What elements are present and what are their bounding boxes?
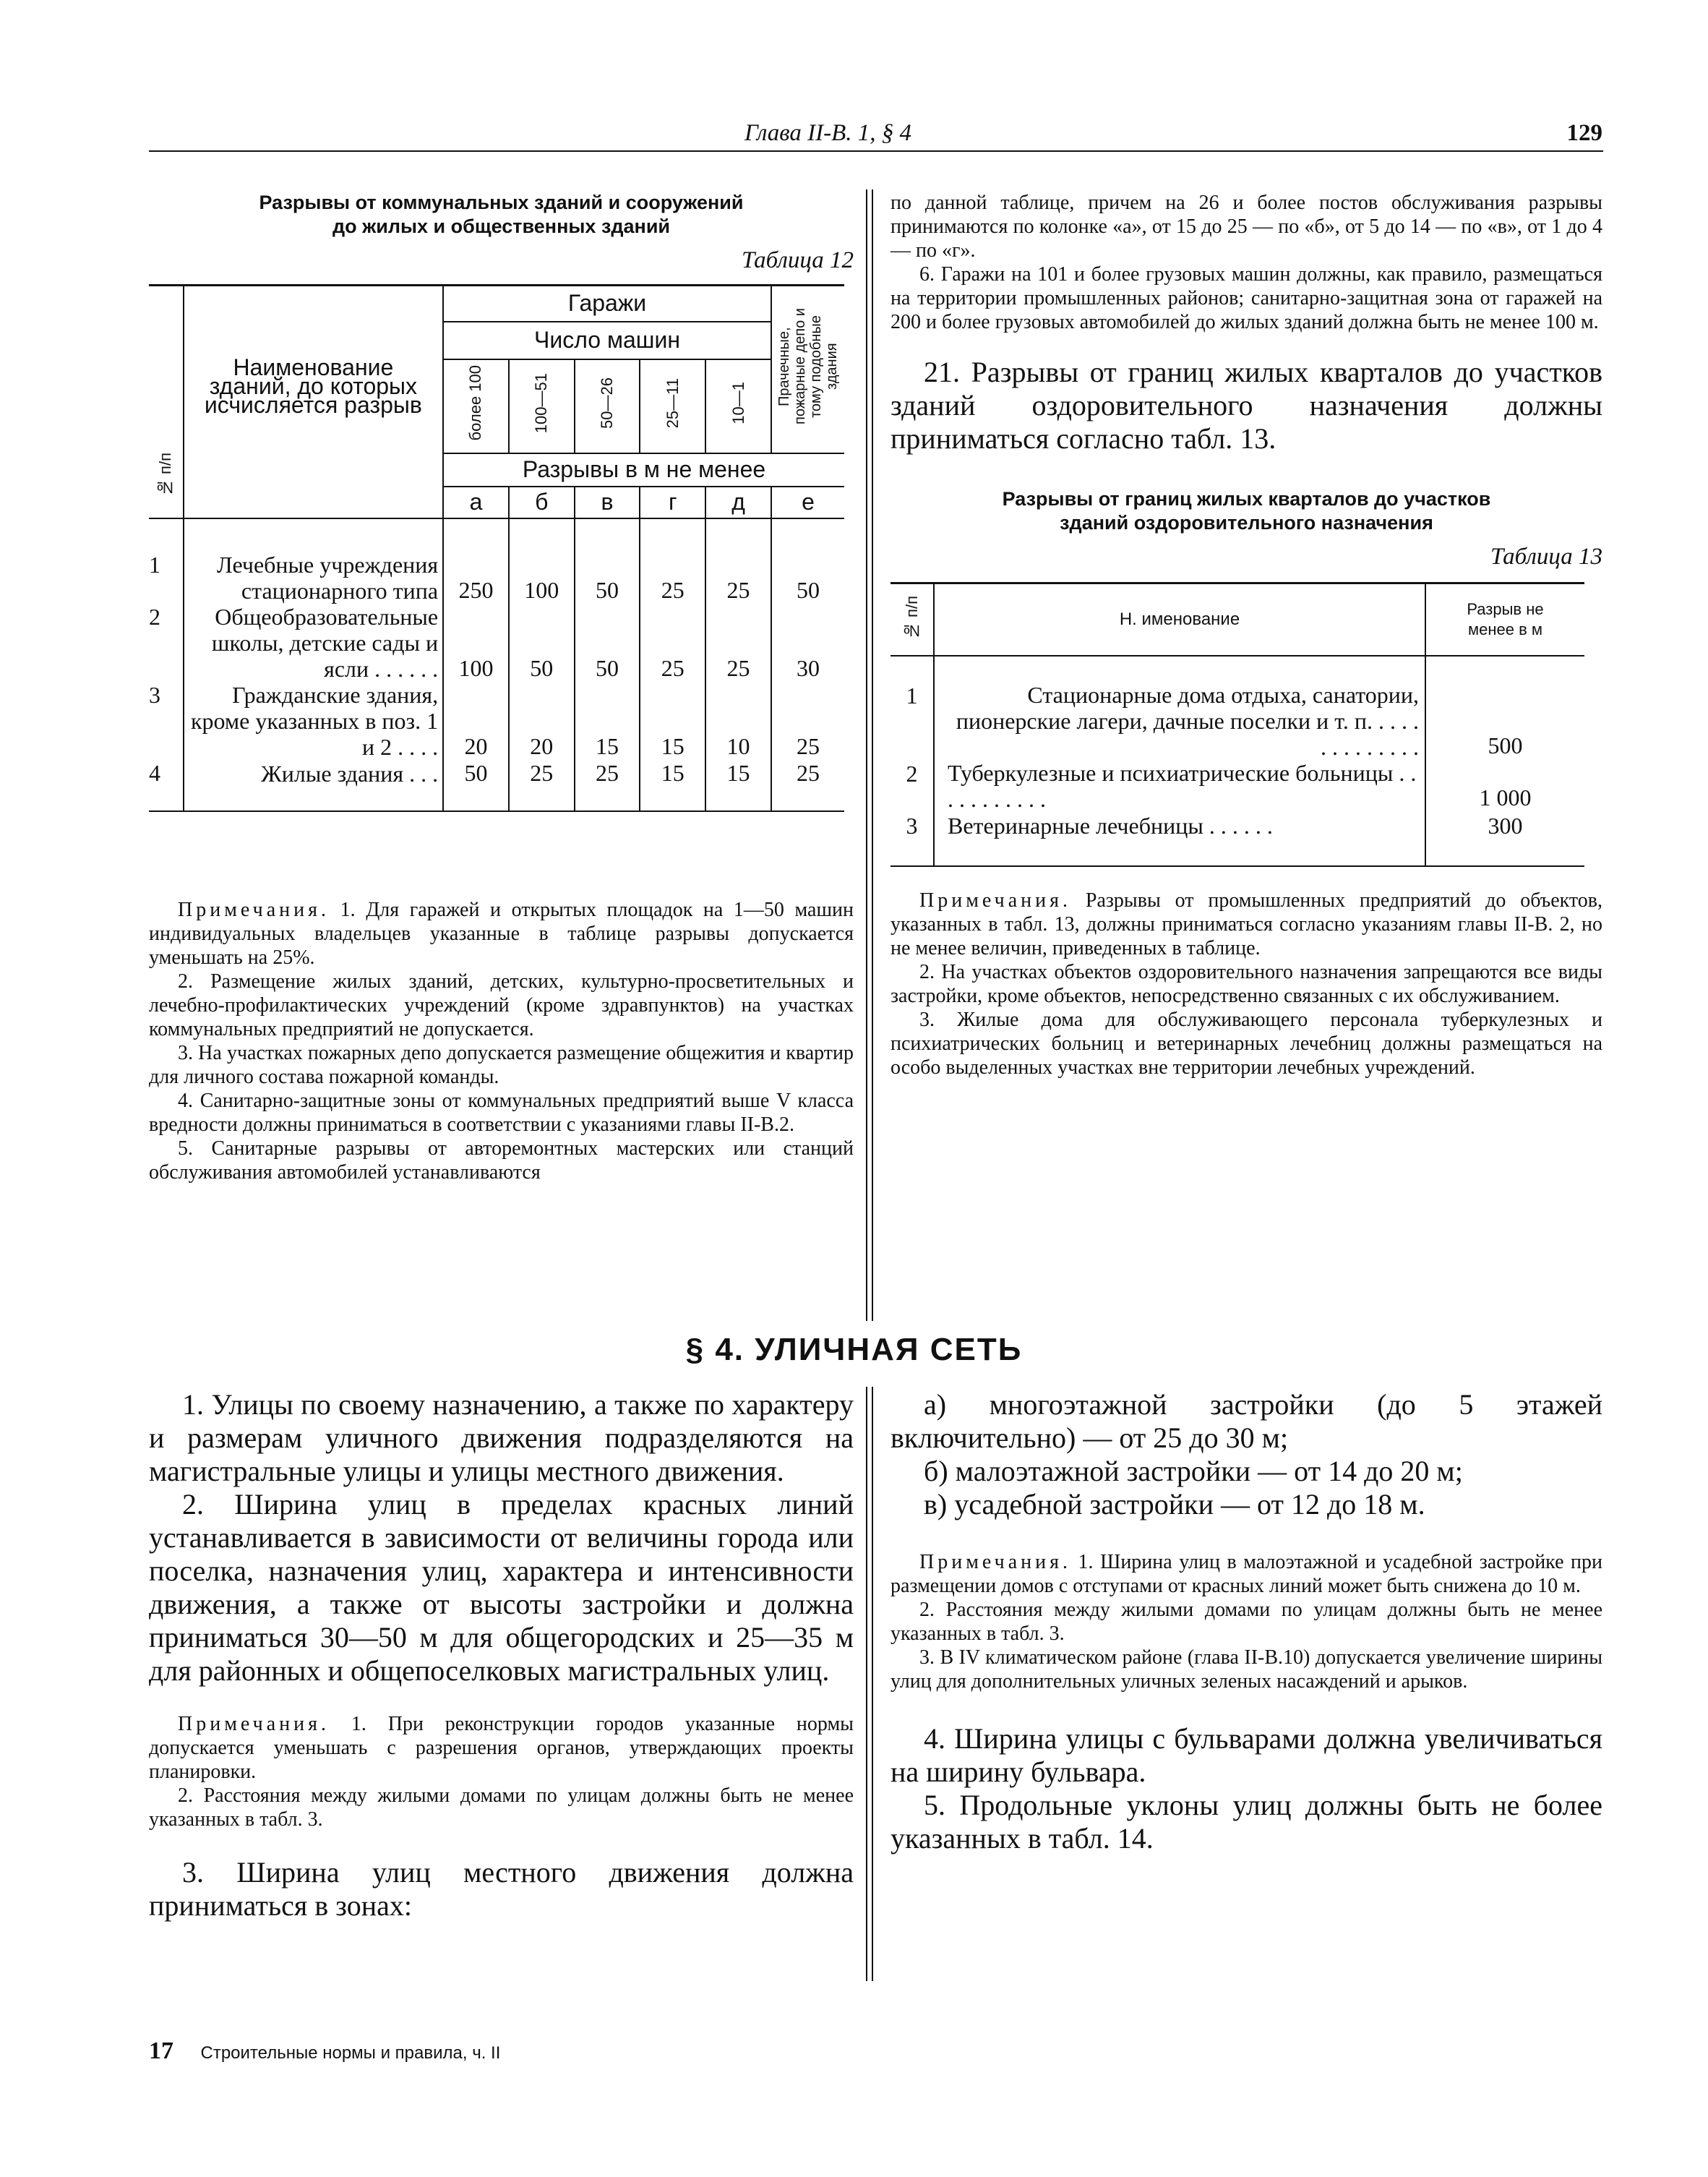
page-number: 129 (1566, 120, 1602, 146)
street-notes-b-3: 3. В IV климатическом районе (глава II-В.10) допускается увеличение ширины улиц для дополнительных уличных зеленых насаждений и арыков. (891, 1646, 1602, 1693)
table12-row4-val-d: 15 (705, 760, 771, 787)
table12-row2-val-e: 30 (796, 654, 820, 681)
table12-head-cars: Число машин (443, 322, 771, 359)
table12-row4-name: Жилые здания . . . (184, 760, 443, 787)
para-21: 21. Разрывы от границ жилых кварталов до участков зданий оздоровительного назначения должны приниматься согласно табл. 13. (891, 356, 1602, 455)
street-zone-a: а) многоэтажной застройки (до 5 этажей включительно) — от 25 до 30 м; (891, 1388, 1602, 1454)
column-divider-top-a (866, 189, 867, 1321)
table12-car-col-2: 100—51 (532, 372, 551, 434)
notes13-n1: Разрывы от промышленных предприятий до объектов, указанных в табл. 13, должны приниматься согласно указаниям главы II-В. 2, но не менее величин, приведенных в таблице. (891, 889, 1602, 959)
street-p5: 5. Продольные уклоны улиц должны быть не более указанных в табл. 14. (891, 1789, 1602, 1855)
table12-letter-b: б (509, 487, 575, 518)
table13-caption-line1: Разрывы от границ жилых кварталов до участков (1002, 488, 1491, 510)
table12-head-garages: Гаражи (443, 286, 771, 322)
table13-row1-value: 500 (1488, 732, 1523, 758)
table12-row4-val-a: 50 (443, 760, 509, 787)
table13-caption-line2: зданий оздоровительного назначения (1060, 512, 1433, 534)
notes12-n5: 5. Санитарные разрывы от авторемонтных мастерских или станций обслуживания автомобилей устанавливаются (149, 1137, 854, 1184)
street-p1: 1. Улицы по своему назначению, а также по характеру и размерам уличного движения подразделяются на магистральные улицы и улицы местного движения. (149, 1388, 854, 1487)
table13-head-name: Н. именование (934, 583, 1425, 656)
table-row (149, 604, 844, 682)
table13-row3-name: Ветеринарные лечебницы . . . . . . (934, 812, 1425, 840)
street-p4: 4. Ширина улицы с бульварами должна увеличиваться на ширину бульвара. (891, 1722, 1602, 1788)
table12 (149, 284, 844, 812)
table12-letter-g: г (640, 487, 705, 518)
table12-row3-val-b: 20 (509, 682, 575, 760)
table-row (891, 812, 1584, 840)
table12-row1-val-b: 100 (509, 552, 575, 604)
street-notes-b-1: 1. Ширина улиц в малоэтажной и усадебной застройке при размещении домов с отступами от красных линий может быть снижена до 10 м. (891, 1551, 1603, 1597)
table12-row1-name: Лечебные учреждения стационарного типа (184, 552, 443, 604)
table12-row3-num: 3 (149, 682, 184, 760)
table12-row4-val-v: 25 (575, 760, 640, 787)
table13-row2-num: 2 (891, 760, 934, 812)
table-row (891, 760, 1584, 812)
table12-row4-num: 4 (149, 760, 184, 787)
table13 (891, 582, 1584, 867)
table12-caption-line1: Разрывы от коммунальных зданий и сооружений (259, 192, 744, 213)
notes12-n4: 4. Санитарно-защитные зоны от коммунальных предприятий выше V класса вредности должны приниматься в соответствии с указаниями главы II-В.2. (149, 1090, 854, 1136)
street-zone-b: б) малоэтажной застройки — от 14 до 20 м; (924, 1455, 1463, 1487)
table12-row1-val-a: 250 (443, 552, 509, 604)
table12-row4-val-b: 25 (509, 760, 575, 787)
footer-sheet-number: 17 (149, 2037, 173, 2064)
notes12-n2: 2. Размещение жилых зданий, детских, культурно-просветительных и лечебно-профилактических учреждений (кроме здравпунктов) на участках коммунальных предприятий не допускается. (149, 970, 854, 1040)
table13-row3-value: 300 (1488, 812, 1523, 839)
table13-row2-value: 1 000 (1479, 784, 1532, 811)
table12-row3-val-a: 20 (443, 682, 509, 760)
table12-caption-line2: до жилых и общественных зданий (332, 215, 671, 237)
table12-row1-val-e: 50 (796, 576, 820, 603)
street-notes-b-2: 2. Расстояния между жилыми домами по улицам должны быть не менее указанных в табл. 3. (891, 1599, 1602, 1645)
notes13-n2: 2. На участках объектов оздоровительного назначения запрещаются все виды застройки, кроме объектов, непосредственно связанных с их обслуживанием. (891, 960, 1602, 1007)
table13-head-num: № п/п (902, 595, 921, 640)
street-left-block (149, 1388, 854, 1922)
table12-letter-v: в (575, 487, 640, 518)
street-notes-a-2: 2. Расстояния между жилыми домами по улицам должны быть не менее указанных в табл. 3. (149, 1784, 854, 1831)
table12-row1-val-g: 25 (640, 552, 705, 604)
table12-row3-val-v: 15 (575, 682, 640, 760)
table13-row2-name: Туберкулезные и психиатрические больницы . . . . . . . . . . . (934, 760, 1425, 812)
table12-head-gaps: Разрывы в м не менее (443, 453, 844, 487)
notes13-block (891, 889, 1602, 1079)
notes13-n3: 3. Жилые дома для обслуживающего персонала туберкулезных и психиатрических больниц и ветеринарных лечебниц должны размещаться на особо выделенных участках вне территории лечебных учреждений. (891, 1008, 1602, 1079)
street-p3: 3. Ширина улиц местного движения должна приниматься в зонах: (149, 1856, 854, 1922)
table-row (149, 760, 844, 787)
table12-row1-val-d: 25 (705, 552, 771, 604)
street-p2: 2. Ширина улиц в пределах красных линий устанавливается в зависимости от величины города или поселка, назначения улиц, характера и интенсивности движения, а также от высоты застройки и должна приниматься 30—50 м для общегородских и 25—35 м для районных и общепоселковых магистральных улиц. (149, 1488, 854, 1687)
footer-text: Строительные нормы и правила, ч. II (200, 2043, 501, 2063)
footer (149, 2037, 500, 2065)
table12-row3-val-e: 25 (796, 732, 820, 759)
table13-label: Таблица 13 (1490, 544, 1602, 570)
street-notes-a-1: 1. При реконструкции городов указанные нормы допускается уменьшать с разрешения органов, утверждающих проекты планировки. (149, 1713, 854, 1783)
table12-row2-num: 2 (149, 604, 184, 682)
table12-row2-val-a: 100 (443, 604, 509, 682)
notes12-n6: 6. Гаражи на 101 и более грузовых машин должны, как правило, размещаться на территории промышленных районов; санитарно-защитная зона от гаражей на 200 и более грузовых автомобилей до жилых зданий должна быть не менее 100 м. (891, 263, 1602, 333)
column-divider-top-b (872, 189, 873, 1321)
table12-row3-val-d: 10 (705, 682, 771, 760)
table12-row2-val-g: 25 (640, 604, 705, 682)
table-row (891, 682, 1584, 760)
table12-car-col-5: 10—1 (729, 382, 747, 424)
table12-block (149, 191, 854, 812)
table12-row2-name: Общеобразовательные школы, детские сады и ясли . . . . . . (184, 604, 443, 682)
table12-head-name: Наименование зданий, до которых исчисляется разрыв (184, 286, 443, 487)
table12-row2-val-d: 25 (705, 604, 771, 682)
table12-car-col-3: 50—26 (598, 377, 617, 429)
table12-car-col-4: 25—11 (663, 377, 682, 429)
notes12-n1: 1. Для гаражей и открытых площадок на 1—50 машин индивидуальных владельцев указанные в таблице разрывы допускается уменьшать на 25%. (149, 899, 854, 969)
table12-row2-val-v: 50 (575, 604, 640, 682)
running-title: Глава II-В. 1, § 4 (744, 120, 912, 146)
street-right-block (891, 1388, 1602, 1855)
table12-letter-a: а (443, 487, 509, 518)
table-row (149, 552, 844, 604)
table12-letter-e: е (802, 489, 815, 515)
notes12-block (149, 898, 854, 1184)
street-zone-v: в) усадебной застройки — от 12 до 18 м. (924, 1488, 1425, 1521)
table13-head-gap: Разрыв не менее в м (1467, 599, 1544, 638)
table12-row3-name: Гражданские здания, кроме указанных в поз. 1 и 2 . . . . (184, 682, 443, 760)
street-notes-b-title: Примечания. (919, 1551, 1072, 1573)
column-divider-bottom-a (866, 1387, 867, 1981)
table-row (149, 682, 844, 760)
table12-letter-d: д (705, 487, 771, 518)
notes12-title: Примечания. (178, 899, 330, 921)
table12-row2-val-b: 50 (509, 604, 575, 682)
table13-row1-name: Стационарные дома отдыха, санатории, пионерские лагери, дачные поселки и т. п. . . . . . . . . . . . . . (934, 682, 1425, 760)
table12-head-num: № п/п (156, 453, 175, 497)
notes12-n5-cont: по данной таблице, причем на 26 и более постов обслуживания разрывы принимаются по колонке «а», от 15 до 25 — по «б», от 5 до 14 — по «в», от 1 до 4 — по «г». (891, 192, 1602, 262)
header-rule (149, 150, 1603, 152)
table12-row1-val-v: 50 (575, 552, 640, 604)
table12-label: Таблица 12 (742, 247, 854, 273)
right-top-block (891, 191, 1602, 1079)
table13-row3-num: 3 (891, 812, 934, 840)
table12-car-col-1: более 100 (466, 365, 485, 441)
column-divider-bottom-b (872, 1387, 873, 1981)
table12-head-laundry: Прачечные, пожарные депо и тому подобные здания (776, 308, 840, 425)
table12-row4-val-g: 15 (640, 760, 705, 787)
table13-row1-num: 1 (891, 682, 934, 760)
table12-row1-num: 1 (149, 552, 184, 604)
street-notes-a-title: Примечания. (178, 1713, 330, 1735)
notes12-n3: 3. На участках пожарных депо допускается размещение общежития и квартир для личного состава пожарной команды. (149, 1042, 854, 1088)
notes13-title: Примечания. (919, 889, 1072, 912)
table12-row4-val-e: 25 (796, 759, 820, 786)
section-title: § 4. УЛИЧНАЯ СЕТЬ (685, 1332, 1023, 1367)
table12-row3-val-g: 15 (640, 682, 705, 760)
